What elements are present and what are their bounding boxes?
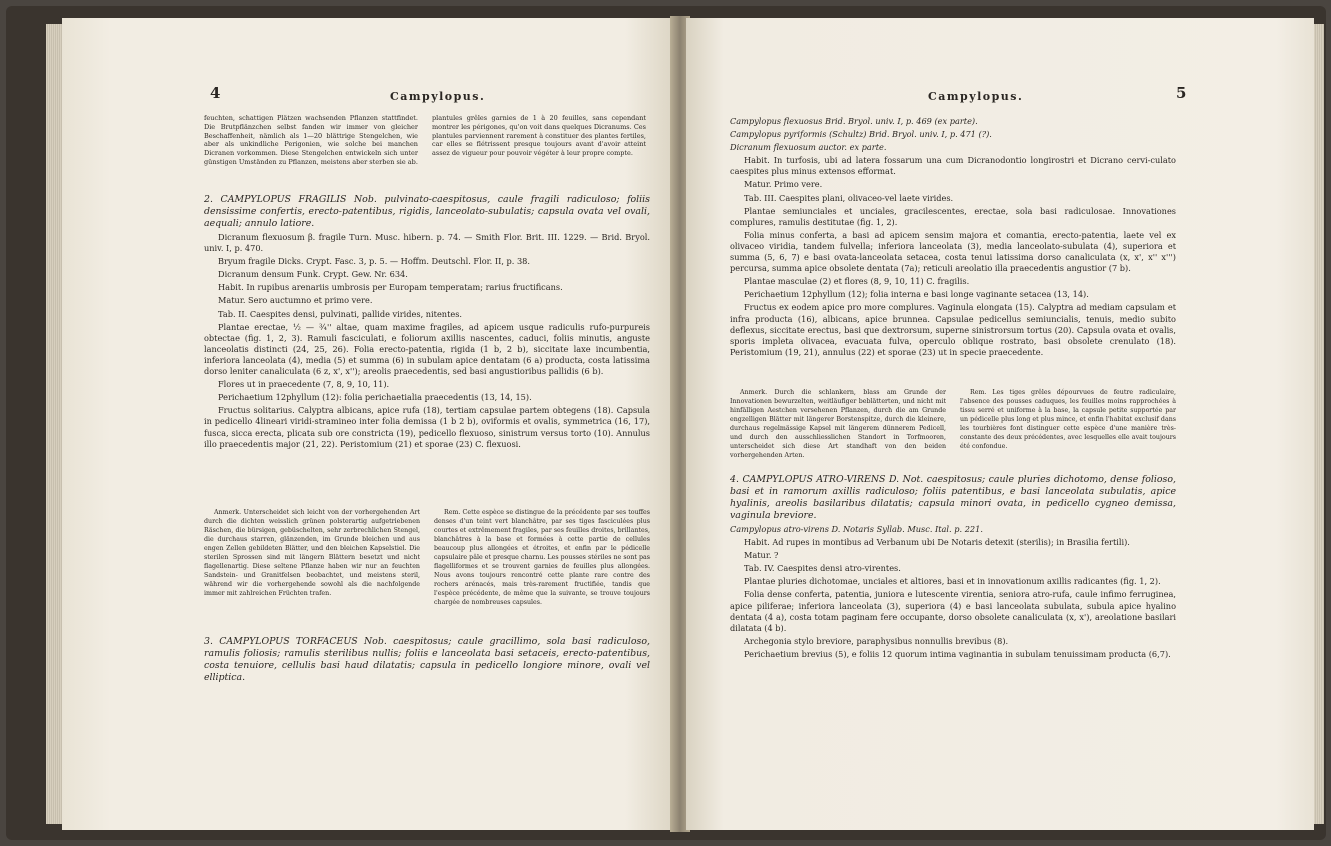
species-2-note-german: Anmerk. Unterscheidet sich leicht von der vorhergehenden Art durch die dichten weisslich grünen polsterartig aufgetriebenen Räschen, die bürsigen, gebüschelten, sehr zerbrechlichen Stengel, die durchaus starren, glänzenden, im Grunde bleichen und aus engen Zellen gebildeten Blätter, und den bleichen Kapselstiel. Die sterilen Sprossen sind mit längern Blättern besetzt und nicht flagellenartig. Diese seltene Pflanze haben wir nur an feuchten Sandstein- und Granitfelsen beobachtet, und meistens steril, während wir die vorhergehende sowohl als die nachfolgende immer mit zahlreichen Früchten trafen. [204,509,420,597]
intro-german: feuchten, schattigen Plätzen wachsenden Pflanzen stattfindet. Die Brutpflänzchen selbst fanden wir immer von gleicher Beschaffenheit, nämlich als 1—20 blättrige Stengelchen, wie aber als unkindliche Perigonien, wie solche bei manchen Dicranen vorkommen. Diese Stengelchen entwickeln sich unter günstigen Umständen zu Pflanzen, meistens aber sterben sie ab. [204,114,418,166]
species-3-note-french: Rem. Les tiges grêles dépourvues de feutre radiculaire, l'absence des pousses caduques, les feuilles moins rapprochées à tissu serré et uniforme à la base, la capsule petite supportée par un pédicelle plus long et plus mince, et enfin l'habitat exclusif dans les tourbières font distinguer cette espèce d'une manière très-constante des deux précédentes, avec lesquelles elle avait toujours été confondue. [960,389,1176,450]
species-3-plants: Plantae semiunciales et unciales, gracilescentes, erectae, sola basi radiculosae. Innovationes complures, ramulis destitutae (fig. 1, 2). [730,205,1176,227]
species-2-note-french: Rem. Cette espèce se distingue de la précédente par ses touffes denses d'un teint vert blanchâtre, par ses tiges fasciculées plus courtes et extrêmement fragiles, par ses feuilles droites, brillantes, blanchâtres à la base et formées à cette partie de cellules beaucoup plus allongées et étroites, et enfin par le pédicelle capsulaire pâle et presque charnu. Les pousses stériles ne sont pas flagelliformes et se trouvent garnies de feuilles plus allongées. Nous avons toujours rencontré cette plante rare contre des rochers arénacés, mais très-rarement fructifiée, tandis que l'espèce précédente, de même que la suivante, se trouve toujours chargée de nombreuses capsules. [434,509,650,606]
species-3-fruit: Fructus ex eodem apice pro more complures. Vaginula elongata (15). Calyptra ad mediam capsulam et infra producta (16), albicans, apice brunnea. Capsulae pedicellus semiuncialis, tenuis, medio subito deflexus, siccitate erectus, basi que dextrorsum, superne sinistrorsum tortus (20). Capsula ovata et ovalis, sporis impleta olivacea, evacuata fulva, operculo oblique rostrato, basi obsolete crenulato (18). Peristomium (19, 21), annulus (22) et sporae (23) ut in specie praecedente. [730,302,1176,357]
species-3-note-german: Anmerk. Durch die schlankern, blass am Grunde der Innovationen bewurzelten, weitläufiger beblätterten, und nicht mit hinfälligen Aestchen versehenen Pflanzen, durch die am Grunde engzelligen Blätter mit längerer Borstenspitze, durch die kleinere, durchaus regelmässige Kapsel mit längerem dünnerem Pedicell, und durch den ausschliesslichen Standort in Torfmooren, unterscheidet sich diese Art standhaft von den beiden vorhergehenden Arten. [730,389,946,459]
book-spread [6,6,1326,840]
intro-columns [204,114,646,167]
species-4-plate: Tab. IV. Caespites densi atro-virentes. [744,563,901,574]
species-2-synonym: Dicranum flexuosum β. fragile Turn. Musc. hibern. p. 74. — Smith Flor. Brit. III. 1229. — Brid. Bryol. univ. I, p. 470. [204,232,650,254]
species-3-habitat: Habit. In turfosis, ubi ad latera fossarum una cum Dicranodontio longirostri et Dicrano cervi-culato caespites plus minus extensos efformat. [730,155,1176,177]
species-3-leaves: Folia minus conferta, a basi ad apicem sensim majora et comantia, erecto-patentia, laete vel ex olivaceo viridia, tandem fulvella; inferiora lanceolata (3), media lanceolato-subulata (4), superiora et summa (5, 6, 7) e basi ovata-lanceolata setacea, costa tenui latissima dorso canaliculata (x, x', x'' x''') percursa, summa apice obsolete dentata (7a); reticuli areolatio illa praecedentis angustior (7 b). [730,229,1176,274]
species-2-fruit: Fructus solitarius. Calyptra albicans, apice rufa (18), tertiam capsulae partem obtegens (18). Capsula in pedicello 4lineari viridi-stramineo inter folia demissa (1 b 2 b), oviformis et ovalis, symmetrica (16, 17), fusca, sicca erecta, plicata sub ore constricta (19), pedicello flexuoso, sinistrum versus torto (10). Annulus illo praecedentis major (21, 22). Peristomium (21) et sporae (23) C. flexuosi. [204,405,650,449]
running-head: Campylopus. [390,90,486,103]
species-2-notes [204,508,650,607]
species-4-habitat: Habit. Ad rupes in montibus ad Verbanum ubi De Notaris detexit (sterilis); in Brasilia fertili). [744,537,1130,548]
synonym-line: Campylopus pyriformis (Schultz) Brid. Bryol. univ. I, p. 471 (?). [730,129,992,140]
species-2-habitat: Habit. In rupibus arenariis umbrosis per Europam temperatam; rarius fructificans. [218,282,563,293]
species-4-heading: 4. CAMPYLOPUS ATRO-VIRENS D. Not. caespitosus; caule pluries dichotomo, dense folioso, basi et in ramorum axillis radiculoso; foliis patentibus, e basi lanceolata subulatis, apice hyalinis, areolis basilaribus dilatatis; capsula minori ovata, in pedicello cygneo demissa, vaginula breviore. [730,474,1176,521]
species-4-maturity: Matur. ? [744,550,779,561]
left-page [62,18,674,830]
species-2-description: Plantae erectae, ½ — ¾'' altae, quam maxime fragiles, ad apicem usque radiculis rufo-purpureis obtectae (fig. 1, 2, 3). Ramuli fasciculati, e foliorum axillis nascentes, caduci, foliis minutis, anguste lanceolatis distincti (24, 25, 26). Folia erecto-patentia, rigida (1 b, 2 b), siccitate laxe incumbentia, inferiora lanceolata (4), media (5) et summa (6) in subulam apice dentatam (6 a) producta, costa latissima dorso leniter canaliculata (6 z, x', x''); areolis praecedentis, sed basi angustioribus pallidis (6 b). [204,321,650,377]
intro-french: plantules grêles garnies de 1 à 20 feuilles, sans cependant montrer les périgones, qu'on voit dans quelques Dicranums. Ces plantules parviennent rarement à constituer des plantes fertiles, car elles se flétrissent presque toujours avant d'avoir atteint assez de vigueur pour pouvoir végéter à leur propre compte. [432,114,646,158]
synonym-line: Campylopus flexuosus Brid. Bryol. univ. I, p. 469 (ex parte). [730,116,978,126]
species-2-block [204,194,650,452]
species-2-perichaetium: Perichaetium 12phyllum (12): folia perichaetialia praecedentis (13, 14, 15). [218,392,532,403]
right-page [686,18,1314,830]
species-4-plants: Plantae pluries dichotomae, unciales et altiores, basi et in innovationum axillis radicantes (fig. 1, 2). [744,576,1161,587]
species-2-flowers: Flores ut in praecedente (7, 8, 9, 10, 11). [218,379,390,390]
species-2-maturity: Matur. Sero auctumno et primo vere. [218,295,373,306]
species-4-archegonia: Archegonia stylo breviore, paraphysibus nonnullis brevibus (8). [744,635,1009,646]
species-3-perichaetium: Perichaetium 12phyllum (12); folia interna e basi longe vaginante setacea (13, 14). [744,289,1089,300]
species-4-block [730,474,1176,662]
synonym-line: Dicranum flexuosum auctor. ex parte. [730,142,887,153]
species-4-leaves: Folia dense conferta, patentia, juniora e lutescente virentia, seniora atro-rufa, caule infimo ferruginea, apice piliferae; inferiora lanceolata (3), superiora (4) e basi lanceolata subulata, subula apice hyalino dentata (4 a), costa totam paginam fere occupante, dorso obsolete canaliculata (x, x'), areolatione basilari dilatata (4 b). [730,589,1176,633]
species-3-continued [730,116,1176,360]
species-2-synonym: Bryum fragile Dicks. Crypt. Fasc. 3, p. 5. — Hoffm. Deutschl. Flor. II, p. 38. [218,256,530,267]
species-3-male: Plantae masculae (2) et flores (8, 9, 10, 11) C. fragilis. [744,276,970,287]
species-3-heading: 3. CAMPYLOPUS TORFACEUS Nob. caespitosus; caule gracillimo, sola basi radiculoso, ramulis foliosis; ramulis sterilibus nullis; foliis e lanceolata basi setaceis, erecto-patentibus, costa tenuiore, cellulis basi haud dilatatis; capsula in pedicello longiore minore, ovali vel elliptica. [204,636,650,683]
species-3-notes [730,388,1176,460]
species-3-block [204,636,650,686]
species-4-synonym: Campylopus atro-virens D. Notaris Syllab. Musc. Ital. p. 221. [730,524,983,534]
species-2-synonym: Dicranum densum Funk. Crypt. Gew. Nr. 634. [218,269,408,280]
page-number: 4 [210,84,221,102]
species-3-maturity: Matur. Primo vere. [744,179,823,190]
species-2-heading: 2. CAMPYLOPUS FRAGILIS Nob. pulvinato-caespitosus, caule fragili radiculoso; foliis densissime confertis, erecto-patentibus, rigidis, lanceolato-subulatis; capsula ovata vel ovali, aequali; annulo latiore. [204,194,650,229]
running-head: Campylopus. [928,90,1024,103]
page-number: 5 [1176,84,1187,102]
species-4-perichaetium: Perichaetium brevius (5), e foliis 12 quorum intima vaginantia in subulam tenuissimam producta (6,7). [744,648,1171,659]
species-2-plate: Tab. II. Caespites densi, pulvinati, pallide virides, nitentes. [218,308,463,319]
species-3-plate: Tab. III. Caespites plani, olivaceo-vel laete virides. [744,192,954,203]
